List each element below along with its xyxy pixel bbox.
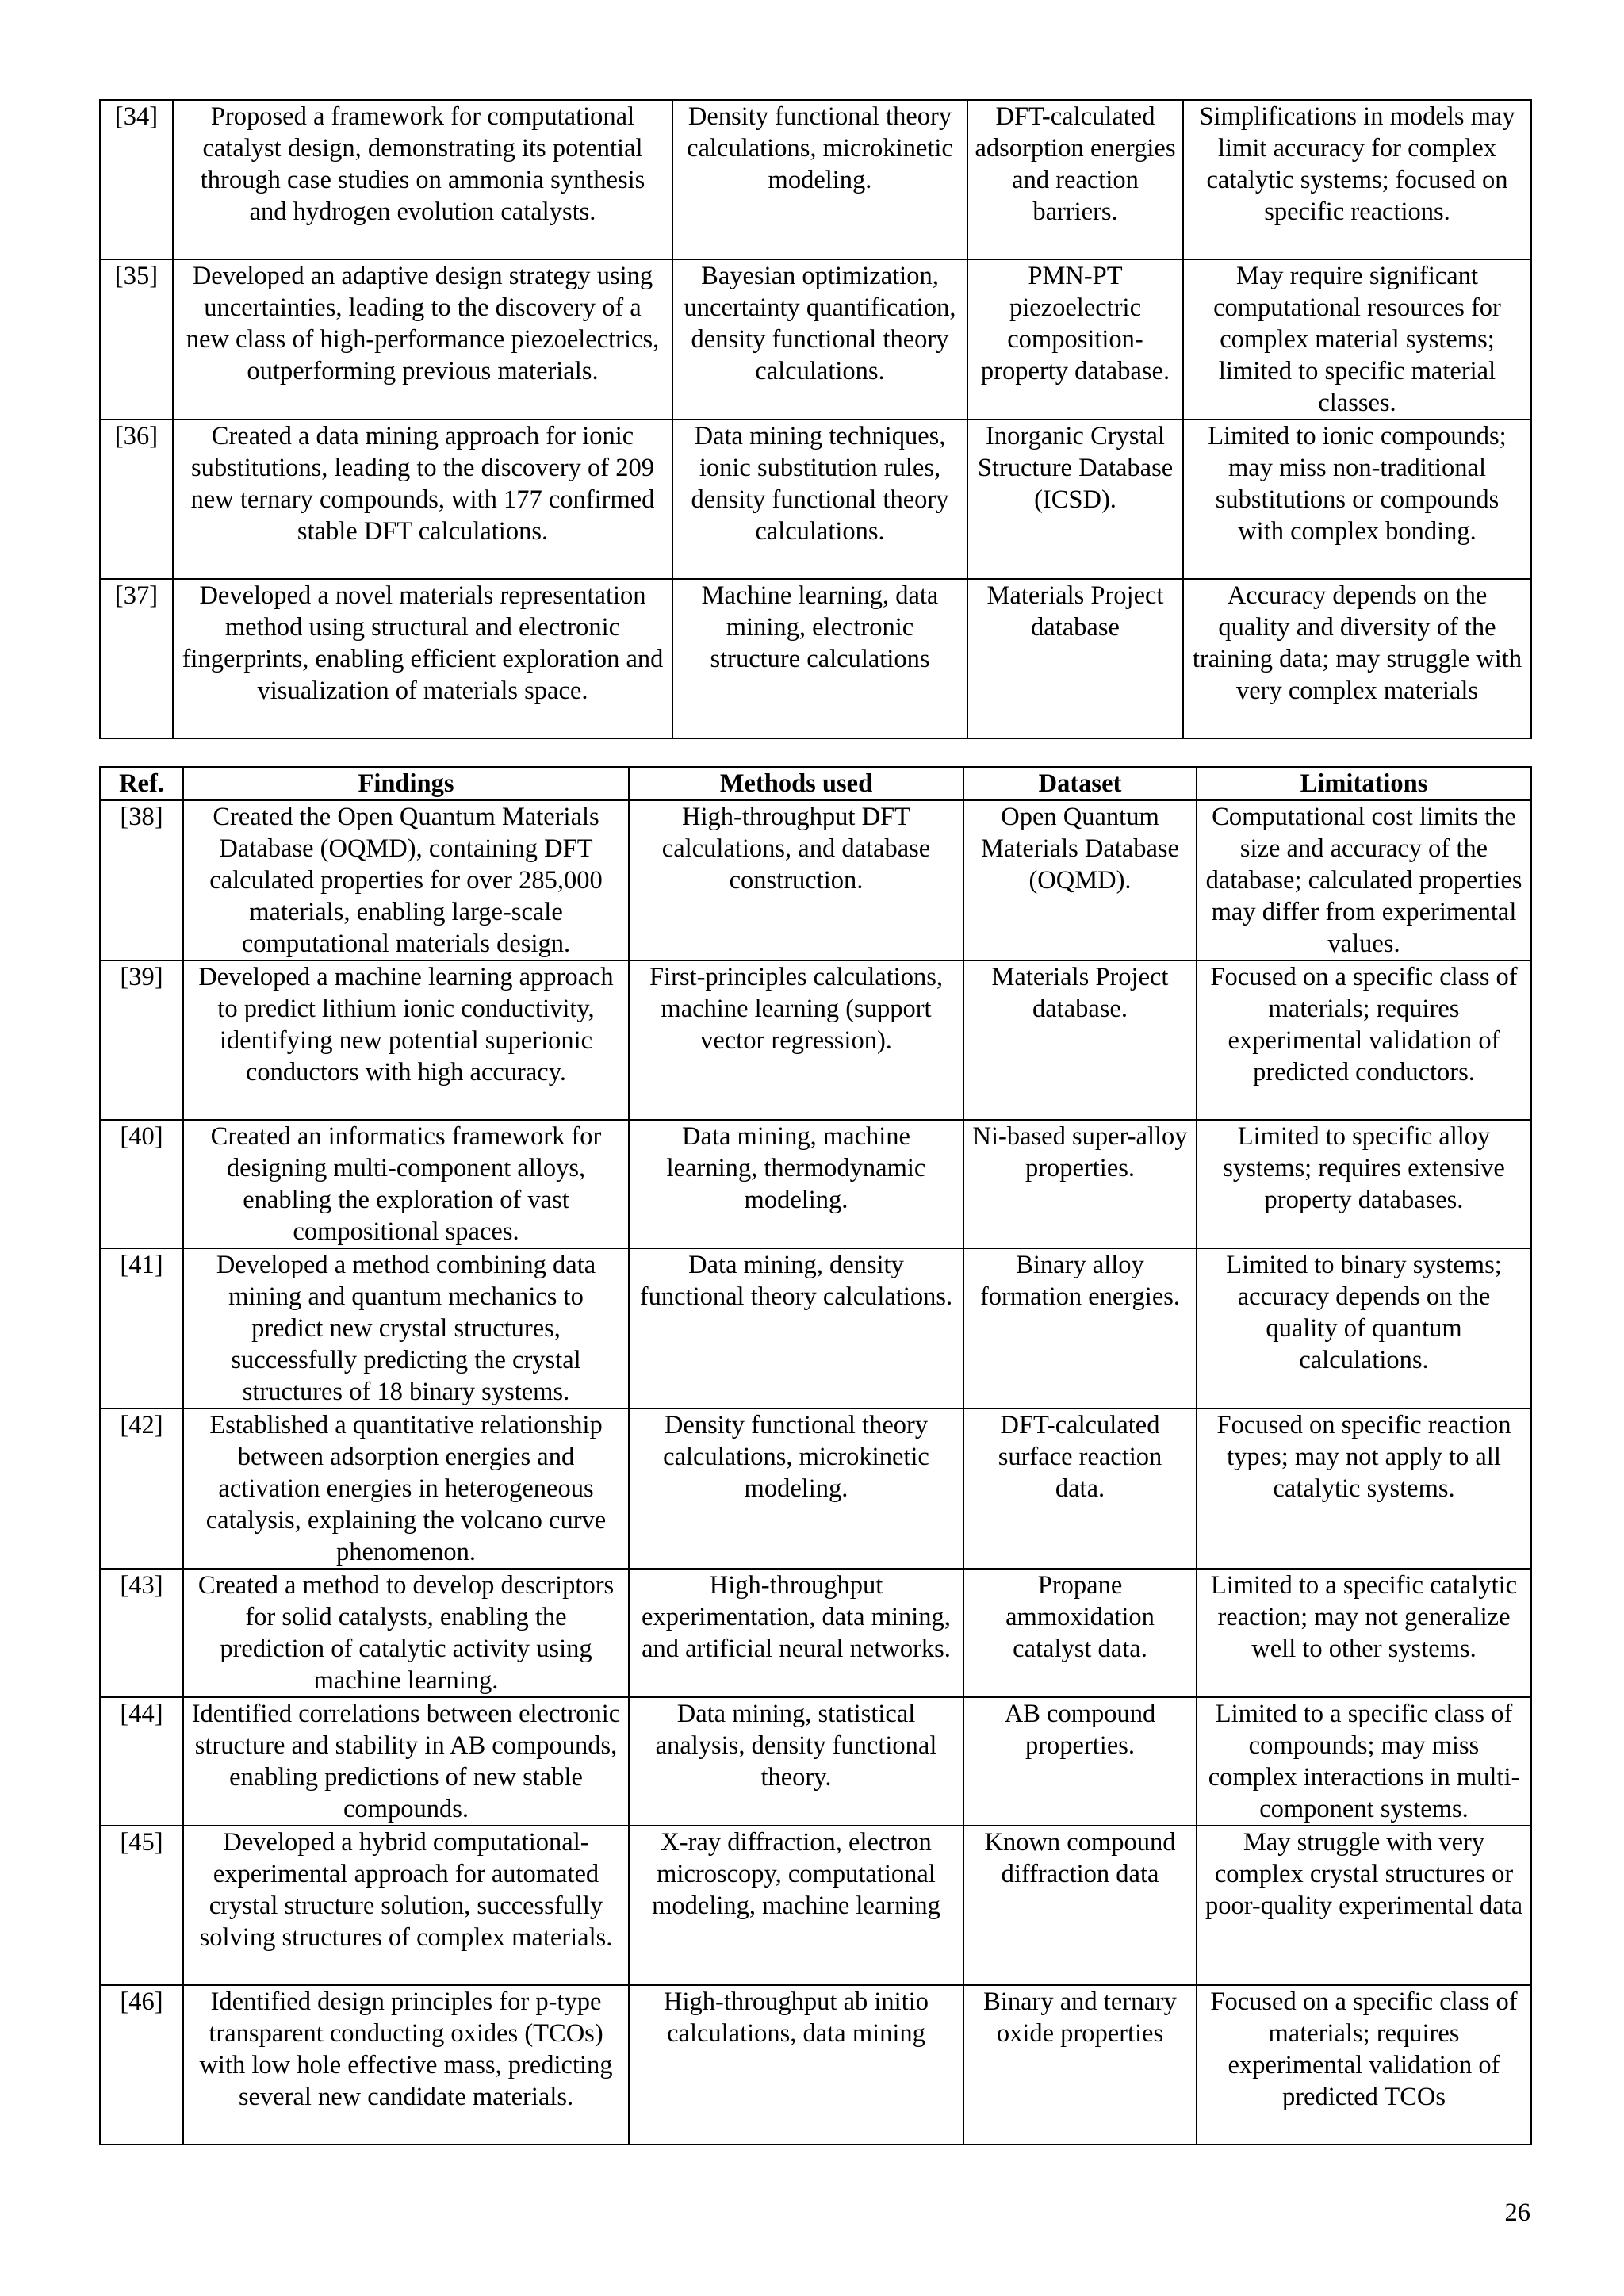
- methods-cell: Density functional theory calculations, microkinetic modeling.: [629, 1409, 963, 1569]
- header-limitations: Limitations: [1197, 767, 1531, 800]
- dataset-cell: Binary alloy formation energies.: [963, 1248, 1197, 1409]
- table-row: [100, 1826, 1531, 1985]
- methods-cell: Data mining, density functional theory calculations.: [629, 1248, 963, 1409]
- limitations-cell: May require significant computational resources for complex material systems; limited to specific material classes.: [1183, 259, 1531, 420]
- limitations-cell: Limited to a specific catalytic reaction; may not generalize well to other systems.: [1197, 1569, 1531, 1697]
- table-header: [100, 767, 1531, 800]
- methods-cell: Data mining, statistical analysis, density functional theory.: [629, 1697, 963, 1826]
- ref-cell: [36]: [100, 420, 173, 579]
- dataset-cell: PMN-PT piezoelectric composition-property database.: [967, 259, 1183, 420]
- methods-cell: High-throughput ab initio calculations, data mining: [629, 1985, 963, 2145]
- methods-cell: Data mining techniques, ionic substitution rules, density functional theory calculations.: [672, 420, 967, 579]
- methods-cell: Machine learning, data mining, electronic structure calculations: [672, 579, 967, 738]
- ref-cell: [34]: [100, 100, 173, 259]
- table-row: [100, 1985, 1531, 2145]
- table-row: [100, 1569, 1531, 1697]
- dataset-cell: Materials Project database: [967, 579, 1183, 738]
- findings-cell: Developed a hybrid computational-experimental approach for automated crystal structure solution, successfully solving structures of complex materials.: [183, 1826, 629, 1985]
- dataset-cell: DFT-calculated surface reaction data.: [963, 1409, 1197, 1569]
- findings-cell: Proposed a framework for computational catalyst design, demonstrating its potential through case studies on ammonia synthesis and hydrogen evolution catalysts.: [173, 100, 672, 259]
- table-row: [100, 420, 1531, 579]
- findings-cell: Created a method to develop descriptors for solid catalysts, enabling the prediction of catalytic activity using machine learning.: [183, 1569, 629, 1697]
- header-dataset: Dataset: [963, 767, 1197, 800]
- table-2-body: [100, 800, 1531, 2145]
- table-row: [100, 1248, 1531, 1409]
- findings-cell: Identified design principles for p-type transparent conducting oxides (TCOs) with low hole effective mass, predicting several new candidate materials.: [183, 1985, 629, 2145]
- dataset-cell: Binary and ternary oxide properties: [963, 1985, 1197, 2145]
- limitations-cell: Limited to ionic compounds; may miss non-traditional substitutions or compounds with complex bonding.: [1183, 420, 1531, 579]
- ref-cell: [41]: [100, 1248, 183, 1409]
- literature-table: [99, 766, 1532, 2145]
- limitations-cell: Simplifications in models may limit accuracy for complex catalytic systems; focused on specific reactions.: [1183, 100, 1531, 259]
- table-row: [100, 100, 1531, 259]
- ref-cell: [44]: [100, 1697, 183, 1826]
- limitations-cell: Limited to binary systems; accuracy depends on the quality of quantum calculations.: [1197, 1248, 1531, 1409]
- limitations-cell: May struggle with very complex crystal structures or poor-quality experimental data: [1197, 1826, 1531, 1985]
- methods-cell: High-throughput experimentation, data mining, and artificial neural networks.: [629, 1569, 963, 1697]
- dataset-cell: Known compound diffraction data: [963, 1826, 1197, 1985]
- dataset-cell: Open Quantum Materials Database (OQMD).: [963, 800, 1197, 960]
- header-methods: Methods used: [629, 767, 963, 800]
- dataset-cell: DFT-calculated adsorption energies and reaction barriers.: [967, 100, 1183, 259]
- literature-table-continued: [99, 99, 1532, 739]
- page-number: 26: [1504, 2198, 1530, 2227]
- limitations-cell: Computational cost limits the size and accuracy of the database; calculated properties may differ from experimental values.: [1197, 800, 1531, 960]
- header-row: [100, 767, 1531, 800]
- dataset-cell: Propane ammoxidation catalyst data.: [963, 1569, 1197, 1697]
- ref-cell: [38]: [100, 800, 183, 960]
- table-row: [100, 579, 1531, 738]
- limitations-cell: Focused on a specific class of materials; requires experimental validation of predicted conductors.: [1197, 960, 1531, 1120]
- limitations-cell: Focused on specific reaction types; may not apply to all catalytic systems.: [1197, 1409, 1531, 1569]
- limitations-cell: Limited to a specific class of compounds; may miss complex interactions in multi-component systems.: [1197, 1697, 1531, 1826]
- header-ref: Ref.: [100, 767, 183, 800]
- table-row: [100, 1409, 1531, 1569]
- ref-cell: [42]: [100, 1409, 183, 1569]
- dataset-cell: AB compound properties.: [963, 1697, 1197, 1826]
- header-findings: Findings: [183, 767, 629, 800]
- findings-cell: Developed a machine learning approach to predict lithium ionic conductivity, identifying new potential superionic conductors with high accuracy.: [183, 960, 629, 1120]
- ref-cell: [35]: [100, 259, 173, 420]
- ref-cell: [45]: [100, 1826, 183, 1985]
- methods-cell: Density functional theory calculations, microkinetic modeling.: [672, 100, 967, 259]
- table-row: [100, 259, 1531, 420]
- findings-cell: Developed an adaptive design strategy using uncertainties, leading to the discovery of a new class of high-performance piezoelectrics, outperforming previous materials.: [173, 259, 672, 420]
- methods-cell: Bayesian optimization, uncertainty quantification, density functional theory calculations.: [672, 259, 967, 420]
- limitations-cell: Accuracy depends on the quality and diversity of the training data; may struggle with very complex materials: [1183, 579, 1531, 738]
- table-row: [100, 800, 1531, 960]
- table-row: [100, 960, 1531, 1120]
- methods-cell: X-ray diffraction, electron microscopy, computational modeling, machine learning: [629, 1826, 963, 1985]
- methods-cell: High-throughput DFT calculations, and database construction.: [629, 800, 963, 960]
- methods-cell: First-principles calculations, machine learning (support vector regression).: [629, 960, 963, 1120]
- findings-cell: Created a data mining approach for ionic substitutions, leading to the discovery of 209 new ternary compounds, with 177 confirmed stable DFT calculations.: [173, 420, 672, 579]
- ref-cell: [39]: [100, 960, 183, 1120]
- table-1-body: [100, 100, 1531, 738]
- table-row: [100, 1120, 1531, 1248]
- ref-cell: [46]: [100, 1985, 183, 2145]
- dataset-cell: Inorganic Crystal Structure Database (ICSD).: [967, 420, 1183, 579]
- dataset-cell: Ni-based super-alloy properties.: [963, 1120, 1197, 1248]
- findings-cell: Identified correlations between electronic structure and stability in AB compounds, enabling predictions of new stable compounds.: [183, 1697, 629, 1826]
- limitations-cell: Focused on a specific class of materials; requires experimental validation of predicted TCOs: [1197, 1985, 1531, 2145]
- methods-cell: Data mining, machine learning, thermodynamic modeling.: [629, 1120, 963, 1248]
- findings-cell: Developed a novel materials representation method using structural and electronic fingerprints, enabling efficient exploration and visualization of materials space.: [173, 579, 672, 738]
- dataset-cell: Materials Project database.: [963, 960, 1197, 1120]
- findings-cell: Developed a method combining data mining and quantum mechanics to predict new crystal structures, successfully predicting the crystal structures of 18 binary systems.: [183, 1248, 629, 1409]
- table-row: [100, 1697, 1531, 1826]
- findings-cell: Created the Open Quantum Materials Database (OQMD), containing DFT calculated properties for over 285,000 materials, enabling large-scale computational materials design.: [183, 800, 629, 960]
- ref-cell: [40]: [100, 1120, 183, 1248]
- findings-cell: Created an informatics framework for designing multi-component alloys, enabling the exploration of vast compositional spaces.: [183, 1120, 629, 1248]
- ref-cell: [43]: [100, 1569, 183, 1697]
- ref-cell: [37]: [100, 579, 173, 738]
- findings-cell: Established a quantitative relationship between adsorption energies and activation energies in heterogeneous catalysis, explaining the volcano curve phenomenon.: [183, 1409, 629, 1569]
- limitations-cell: Limited to specific alloy systems; requires extensive property databases.: [1197, 1120, 1531, 1248]
